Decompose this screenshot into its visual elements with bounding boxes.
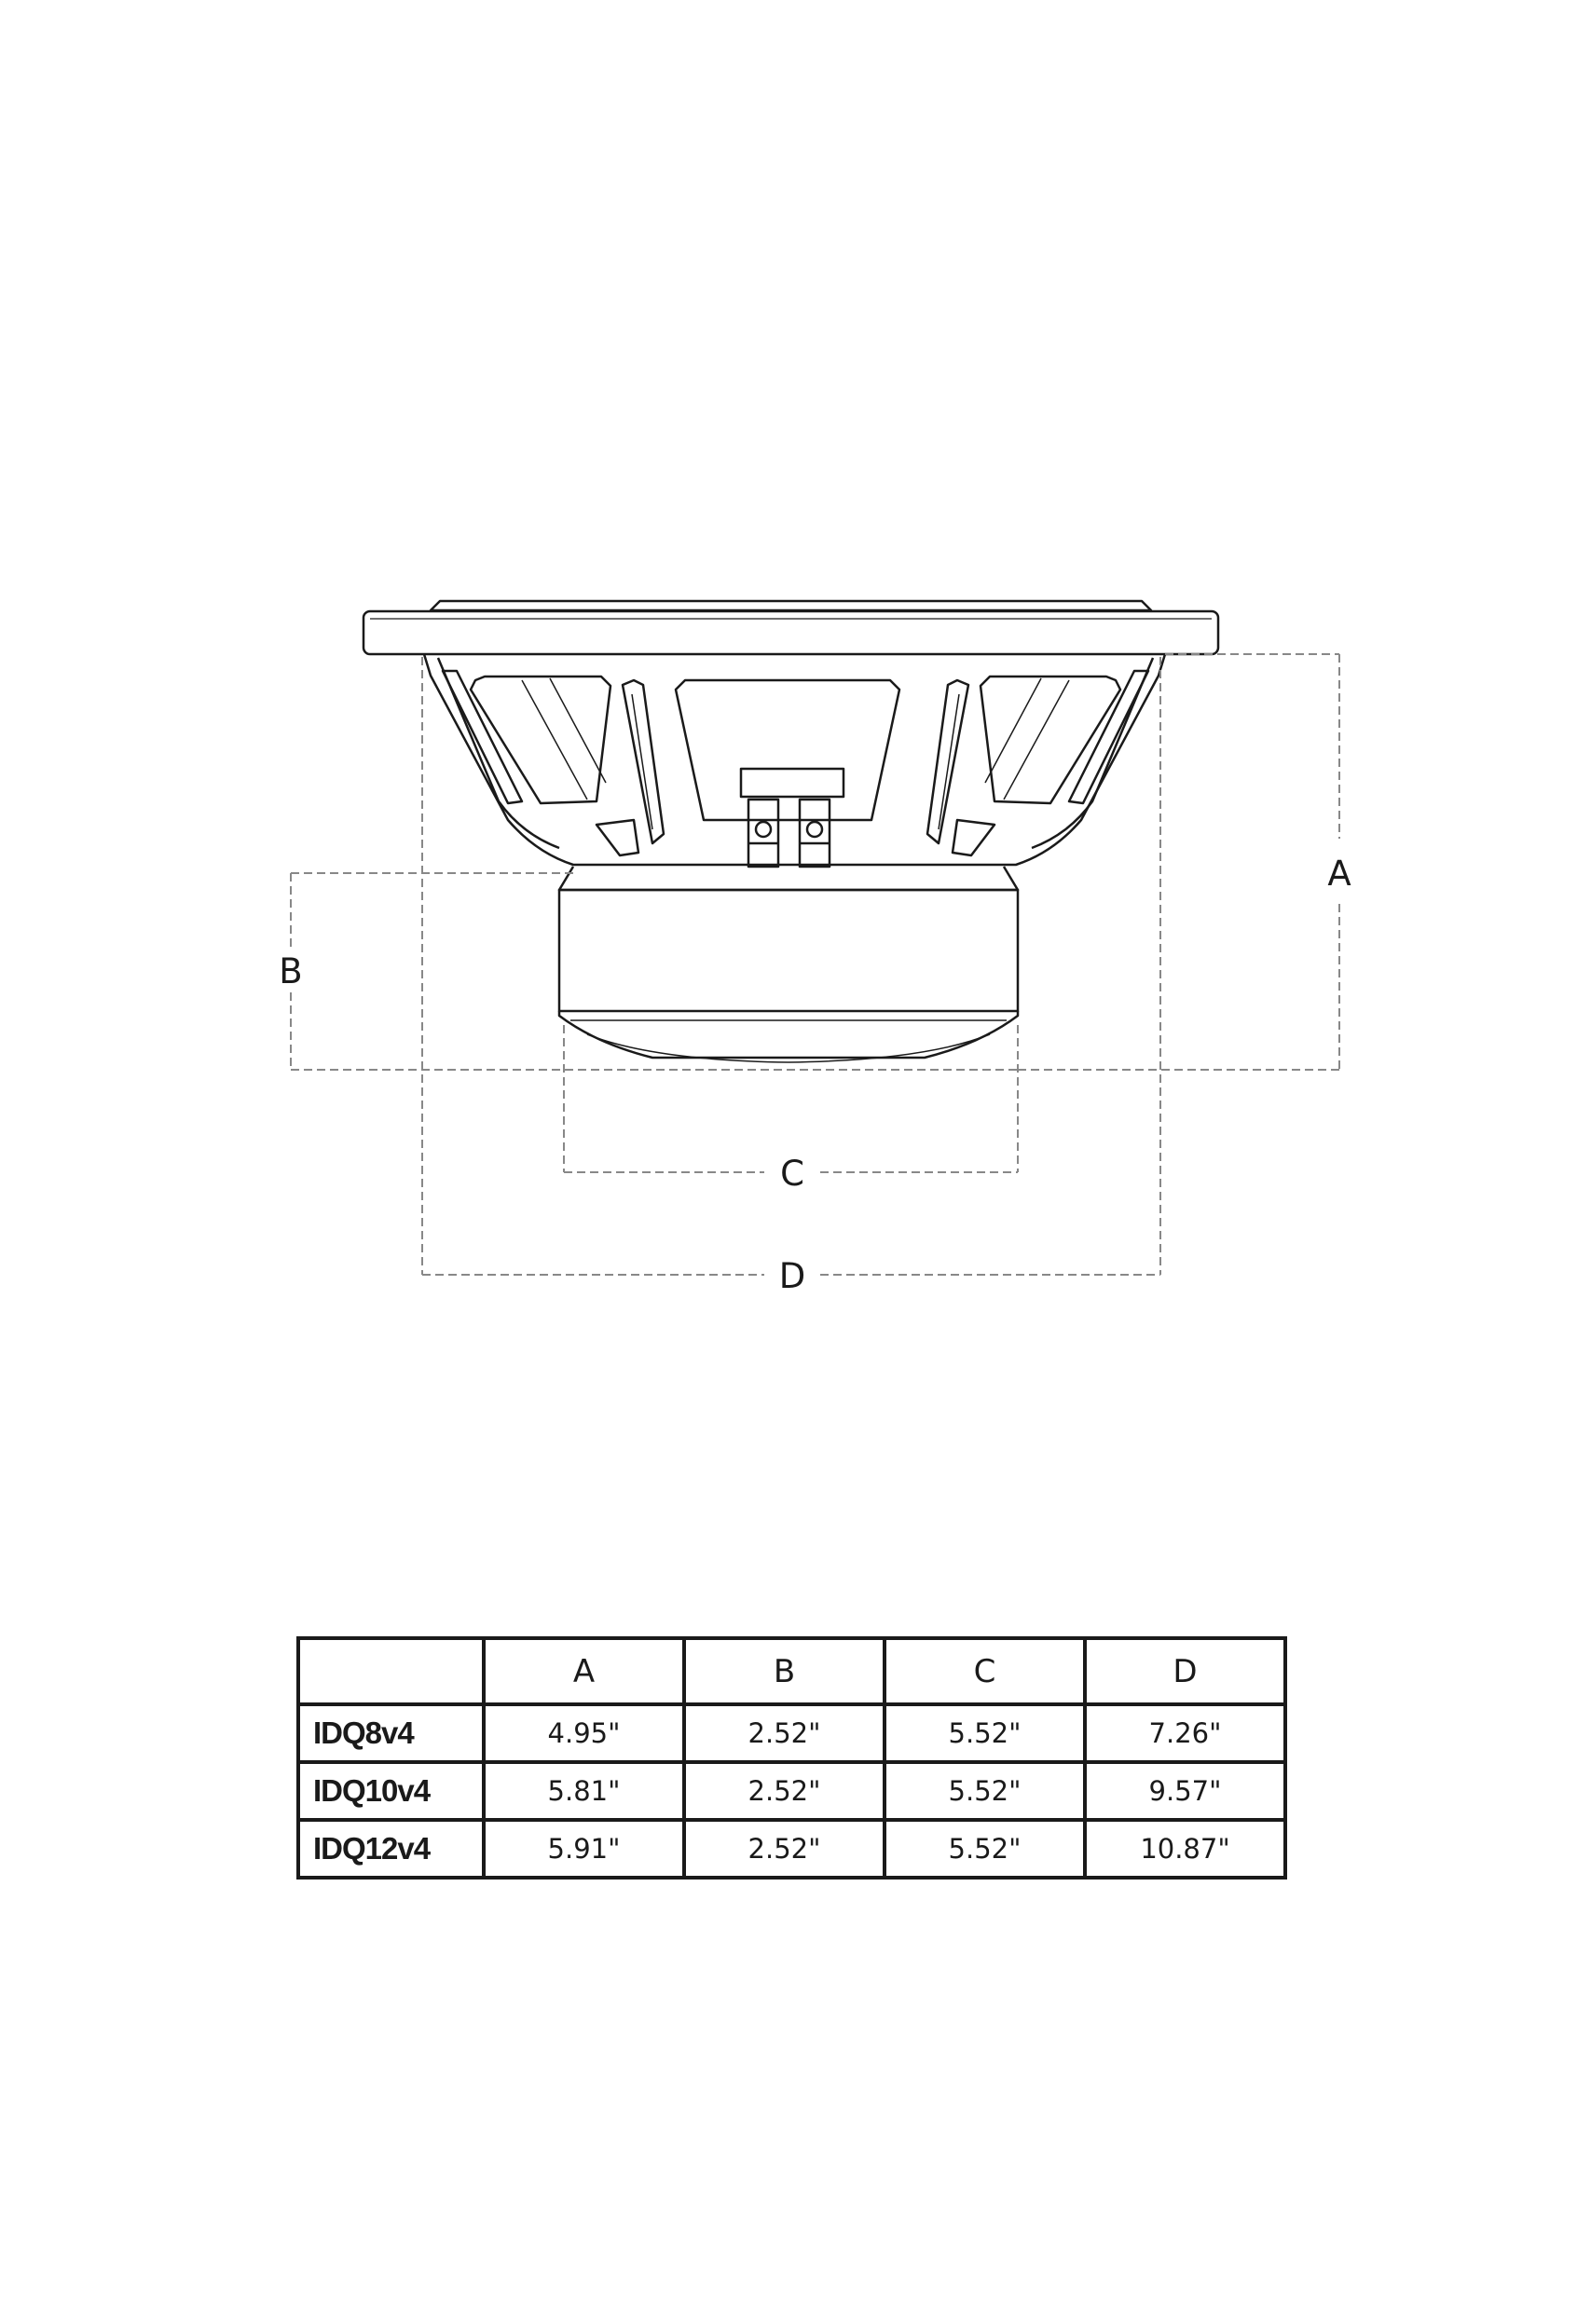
dimension-label-c: C [780, 1154, 804, 1194]
speaker-basket [424, 654, 1165, 865]
dimensions-table [296, 1636, 1287, 1880]
cell-c: 5.52" [885, 1762, 1085, 1820]
cell-d: 7.26" [1085, 1704, 1285, 1762]
cell-c: 5.52" [885, 1820, 1085, 1878]
cell-d: 9.57" [1085, 1762, 1285, 1820]
model-name: IDQ8v4 [298, 1704, 484, 1762]
dimension-line-b [291, 873, 1018, 1070]
column-header-a: A [484, 1638, 684, 1704]
table-row [298, 1762, 1285, 1820]
model-name: IDQ10v4 [298, 1762, 484, 1820]
cell-b: 2.52" [684, 1820, 885, 1878]
cell-a: 4.95" [484, 1704, 684, 1762]
column-header-d: D [1085, 1638, 1285, 1704]
column-header-c: C [885, 1638, 1085, 1704]
cell-a: 5.91" [484, 1820, 684, 1878]
model-name: IDQ12v4 [298, 1820, 484, 1878]
cell-a: 5.81" [484, 1762, 684, 1820]
table-row [298, 1820, 1285, 1878]
speaker-magnet [559, 867, 1018, 1062]
speaker-terminals [741, 769, 844, 867]
dimension-label-d: D [778, 1256, 806, 1296]
cell-d: 10.87" [1085, 1820, 1285, 1878]
table-header-row [298, 1638, 1285, 1704]
cell-c: 5.52" [885, 1704, 1085, 1762]
column-header-model [298, 1638, 484, 1704]
cell-b: 2.52" [684, 1762, 885, 1820]
dimension-label-b: B [279, 951, 303, 991]
speaker-flange [363, 601, 1218, 654]
dimension-label-a: A [1327, 854, 1351, 894]
dimension-line-a [1018, 654, 1339, 1070]
column-header-b: B [684, 1638, 885, 1704]
cell-b: 2.52" [684, 1704, 885, 1762]
table-row [298, 1704, 1285, 1762]
